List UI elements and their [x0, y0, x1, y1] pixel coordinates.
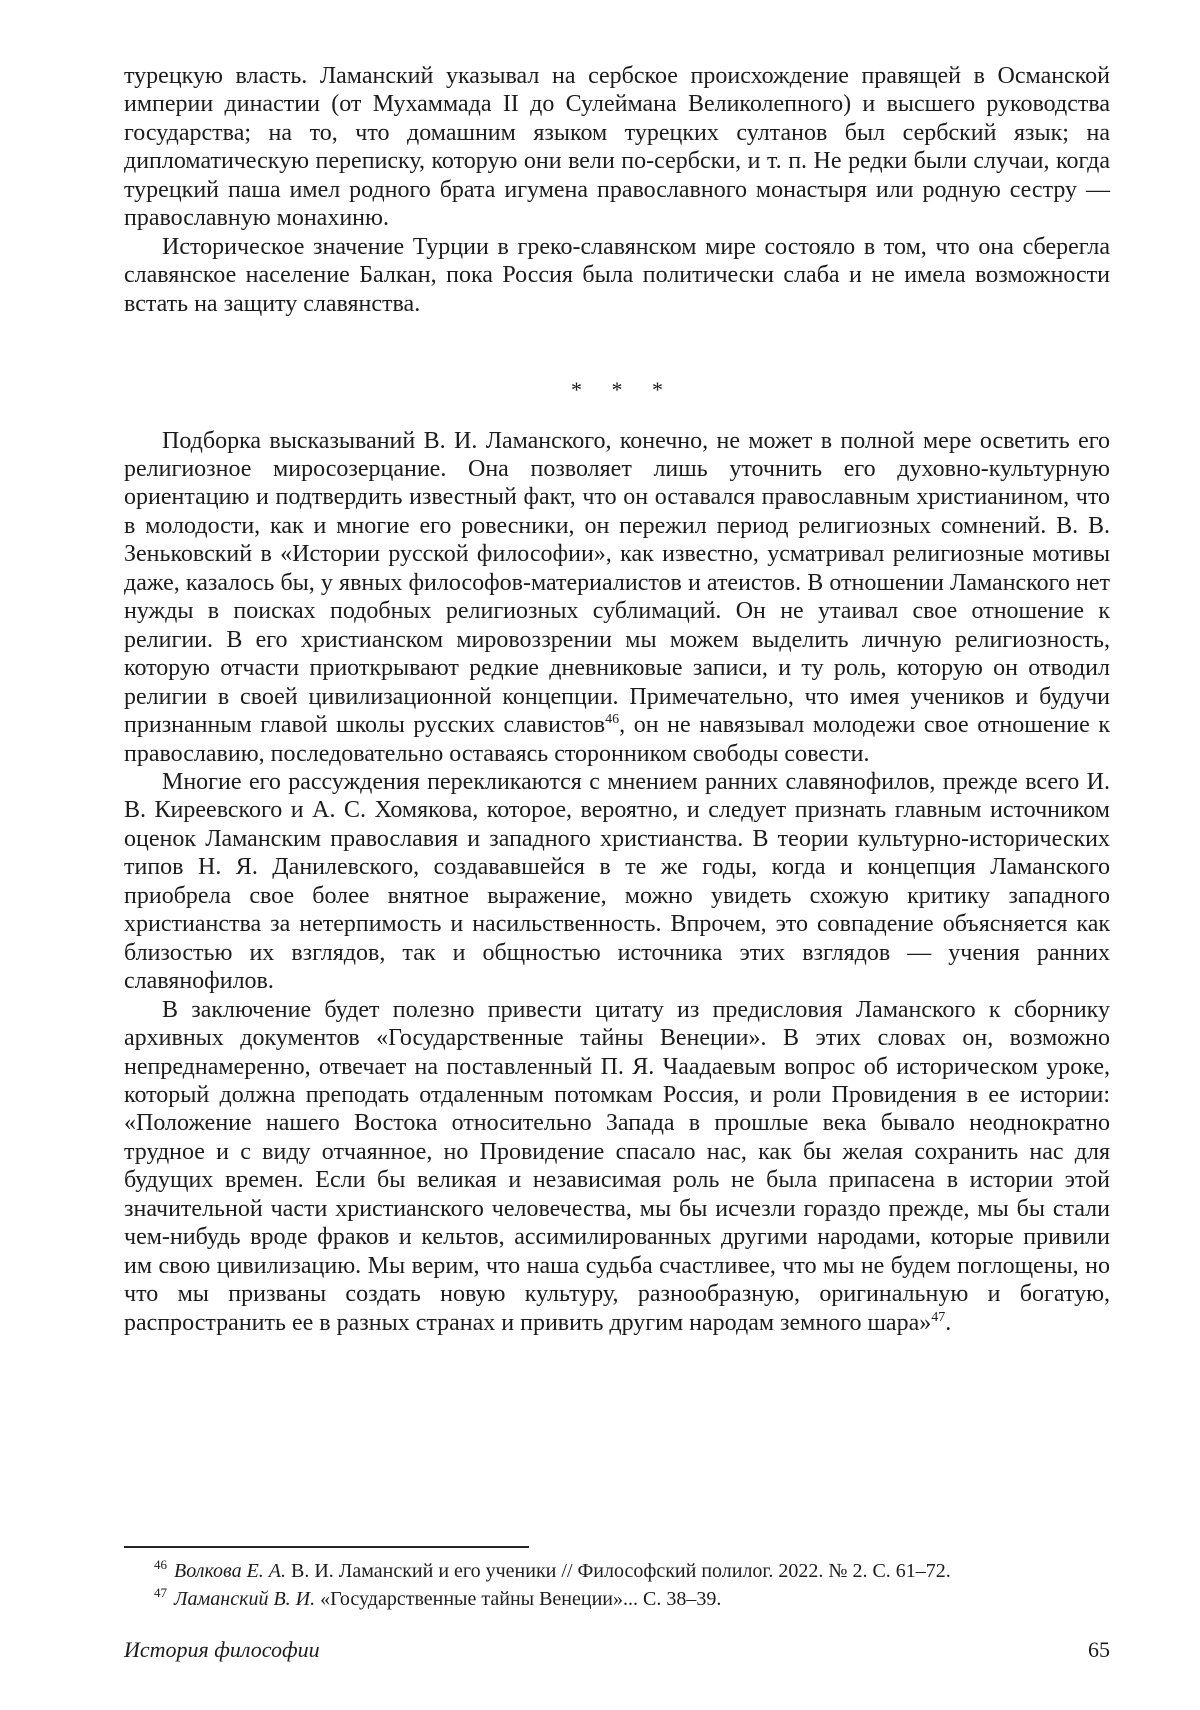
paragraph-3 — [124, 427, 1110, 768]
section-separator: * * * — [571, 377, 675, 403]
body-text — [124, 62, 1110, 1337]
page-number: 65 — [1088, 1637, 1110, 1662]
footnote-ref-47: 47 — [931, 1309, 946, 1325]
paragraph-3-text: Подборка высказываний В. И. Ламанского, конечно, не может в полной мере осветить его религиозное миросозерцание. Она позволяет лишь уточнить его духовно-культурную ориентацию и подтвердить известный факт, что он оставался православным христианином, что в молодости, как и многие его ровесники, он пережил период религиозных сомнений. В. В. Зеньковский в «Истории русской философии», как известно, усматривал религиозные мотивы даже, казалось бы, у явных философов-материалистов и атеистов. В отношении Ламанского нет нужды в поисках подобных религиозных сублимаций. Он не утаивал свое отношение к религии. В его христианском мировоззрении мы можем выделить личную религиозность, которую отчасти приоткрывают редкие дневниковые записи, и ту роль, которую он отводил религии в своей цивилизационной концепции. Примечательно, что имея учеников и будучи признанным главой школы русских славистов — [124, 427, 1110, 739]
footnote-46-marker: 46 — [154, 1557, 167, 1573]
paragraph-5-text: В заключение будет полезно привести цитату из предисловия Ламанского к сборнику архивных документов «Государственные тайны Венеции». В этих словах он, возможно непреднамеренно, отвечает на поставленный П. Я. Чаадаевым вопрос об историческом уроке, который должна преподать отдаленным потомкам Россия, и роли Провидения в ее истории: «Положение нашего Востока относительно Запада в прошлые века бывало неоднократно трудное и с виду отчаянное, но Провидение спасало нас, как бы желая сохранить нас для будущих времен. Если бы великая и независимая роль не была припасена в истории этой значительной части христианского человечества, мы бы исчезли гораздо прежде, мы бы стали чем-нибудь вроде фраков и кельтов, ассимилированных другими народами, которые привили им свою цивилизацию. Мы верим, что наша судьба счастливее, что мы не будем поглощены, но что мы призваны создать новую культуру, разнообразную, оригинальную и богатую, распространить ее в разных странах и привить другим народам земного шара» — [124, 996, 1110, 1336]
footnote-ref-46: 46 — [605, 712, 620, 728]
footnote-47-text: «Государственные тайны Венеции»... С. 38–39. — [315, 1587, 722, 1610]
paragraph-5-continuation: . — [945, 1309, 952, 1336]
paragraph-1: турецкую власть. Ламанский указывал на сербское происхождение правящей в Османской империи династии (от Мухаммада II до Сулеймана Великолепного) и высшего руководства государства; на то, что домашним языком турецких султанов был сербский язык; на дипломатическую переписку, которую они вели по-сербски, и т. п. Не редки были случаи, когда турецкий паша имел родного брата игумена православного монастыря или родную сестру — православную монахиню. — [124, 63, 1110, 232]
footnote-46-text: В. И. Ламанский и его ученики // Философский полилог. 2022. № 2. С. 61–72. — [286, 1560, 951, 1582]
footnote-47-marker: 47 — [154, 1584, 167, 1600]
footnote-separator-line — [124, 1546, 529, 1548]
footnote-area — [124, 1546, 1110, 1613]
paragraph-5 — [124, 996, 1110, 1337]
footnote-46 — [124, 1558, 1110, 1586]
page-footer — [124, 1636, 1110, 1664]
footnote-47 — [124, 1586, 1110, 1614]
paragraph-3-continuation: , он не навязывал молодежи свое отношение к православию, последовательно оставаясь сторонником свободы совести. — [124, 712, 1110, 767]
footnote-47-author: Ламанский В. И. — [174, 1587, 316, 1610]
paragraph-4: Многие его рассуждения перекликаются с мнением ранних славянофилов, прежде всего И. В. Киреевского и А. С. Хомякова, которое, вероятно, и следует признать главным источником оценок Ламанским православия и западного христианства. В теории культурно-исторических типов Н. Я. Данилевского, создававшейся в те же годы, когда и концепция Ламанского приобрела свое более внятное выражение, можно увидеть схожую критику западного христианства за нетерпимость и насильственность. Впрочем, это совпадение объясняется как близостью их взглядов, так и общностью источника этих взглядов — учения ранних славянофилов. — [124, 768, 1110, 995]
footnote-46-author: Волкова Е. А. — [174, 1560, 287, 1582]
running-title: История философии — [124, 1637, 320, 1662]
paragraph-2: Историческое значение Турции в греко-славянском мире состояло в том, что она сберегла славянское население Балкан, пока Россия была политически слаба и не имела возможности встать на защиту славянства. — [124, 233, 1110, 317]
